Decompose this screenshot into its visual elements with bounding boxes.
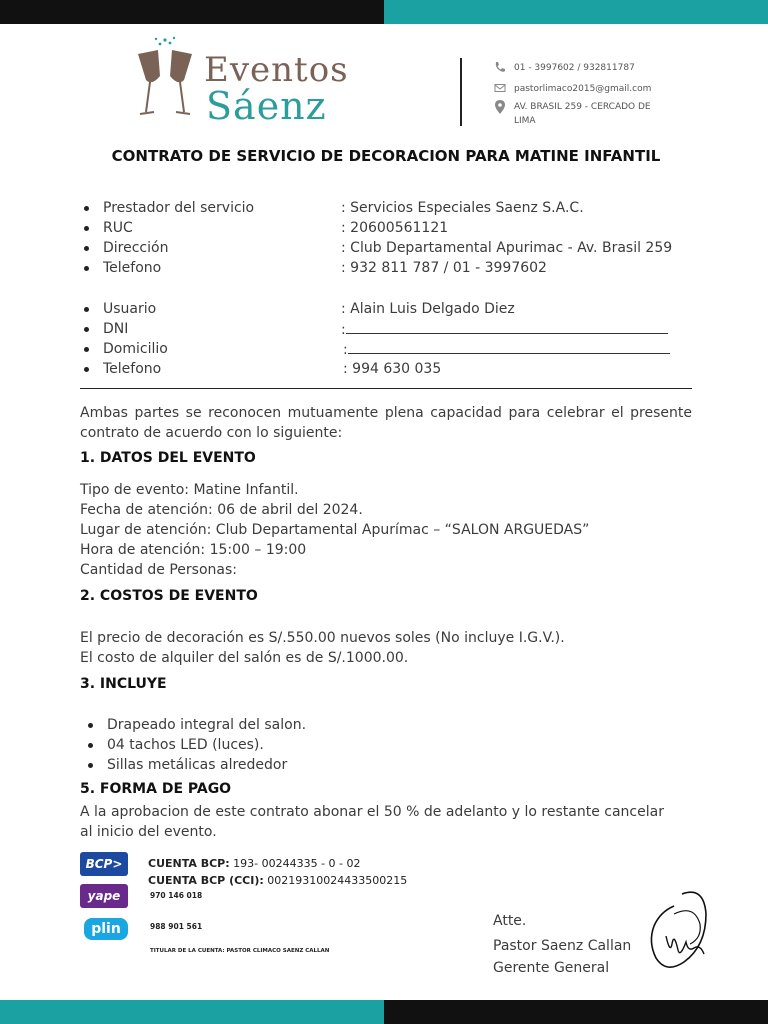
- payment-terms: A la aprobacion de este contrato abonar el 50 % de adelanto y lo restante cancelar al inicio del evento.: [80, 804, 664, 840]
- event-date: Fecha de atención: 06 de abril del 2024.: [80, 502, 363, 518]
- section-event-heading: 1. DATOS DEL EVENTO: [80, 450, 256, 466]
- event-people: Cantidad de Personas:: [80, 562, 237, 578]
- header-divider: [460, 58, 462, 126]
- contact-email-text: pastorlimaco2015@gmail.com: [514, 84, 652, 94]
- section-payment-heading: 5. FORMA DE PAGO: [80, 781, 232, 797]
- event-time: Hora de atención: 15:00 – 19:00: [80, 542, 307, 558]
- client-domicile-label: Domicilio: [103, 341, 168, 357]
- signature-atte: Atte.: [493, 913, 527, 929]
- contact-phone-text: 01 - 3997602 / 932811787: [514, 63, 635, 73]
- client-phone-label: Telefono: [103, 361, 162, 377]
- section-costs-heading: 2. COSTOS DE EVENTO: [80, 588, 258, 604]
- company-logo: [128, 36, 368, 132]
- domicile-blank-line: [348, 339, 670, 354]
- bcp-account-label: CUENTA BCP:: [148, 857, 230, 870]
- handwritten-signature: [644, 884, 716, 980]
- client-domicile-value: :: [343, 342, 348, 358]
- bcp-account-number: 193- 00244335 - 0 - 02: [233, 857, 361, 870]
- cci-account-label: CUENTA BCP (CCI):: [148, 874, 264, 887]
- dni-blank-line: [346, 319, 668, 334]
- logo-word-saenz: Sáenz: [206, 84, 327, 128]
- intro-paragraph: Ambas partes se reconocen mutuamente plena capacidad para celebrar el presente contrato de acuerdo con lo siguiente:: [80, 405, 692, 441]
- top-bar-dark: [0, 0, 384, 24]
- provider-phone-label: Telefono: [103, 260, 162, 276]
- provider-phone-value: : 932 811 787 / 01 - 3997602: [341, 260, 547, 276]
- yape-logo: yape: [80, 884, 128, 908]
- cci-account-number: 00219310024433500215: [267, 874, 408, 887]
- provider-value: : Servicios Especiales Saenz S.A.C.: [341, 200, 584, 216]
- client-dni-label: DNI: [103, 321, 129, 337]
- signature-name: Pastor Saenz Callan: [493, 938, 632, 954]
- plin-number: 988 901 561: [150, 922, 203, 931]
- address-value: : Club Departamental Apurimac - Av. Brasil 259: [341, 240, 673, 256]
- client-user-label: Usuario: [103, 301, 157, 317]
- cci-account: [148, 874, 407, 887]
- bottom-bar-teal: [0, 1000, 384, 1024]
- location-pin-icon: [494, 100, 506, 114]
- event-place: Lugar de atención: Club Departamental Apurímac – “SALON ARGUEDAS”: [80, 522, 590, 538]
- cost-hall: El costo de alquiler del salón es de S/.1000.00.: [80, 650, 409, 666]
- cost-decoration: El precio de decoración es S/.550.00 nuevos soles (No incluye I.G.V.).: [80, 630, 565, 646]
- mail-icon: [494, 82, 506, 94]
- plin-logo: plin: [84, 918, 128, 940]
- section-includes-heading: 3. INCLUYE: [80, 676, 167, 692]
- bcp-logo: BCP>: [80, 852, 128, 876]
- address-label: Dirección: [103, 240, 169, 256]
- section-divider: [80, 388, 692, 389]
- bottom-bar-dark: [384, 1000, 768, 1024]
- client-phone-value: : 994 630 035: [343, 361, 442, 377]
- contact-address-text: AV. BRASIL 259 - CERCADO DE LIMA: [514, 102, 651, 126]
- include-item-text: 04 tachos LED (luces).: [107, 737, 264, 753]
- champagne-glasses-icon: [128, 36, 204, 126]
- yape-number: 970 146 018: [150, 891, 203, 900]
- bcp-account: [148, 857, 361, 870]
- ruc-value: : 20600561121: [341, 220, 449, 236]
- event-type: Tipo de evento: Matine Infantil.: [80, 482, 299, 498]
- account-holder: TITULAR DE LA CUENTA: PASTOR CLIMACO SAENZ CALLAN: [150, 948, 330, 954]
- top-bar-teal: [384, 0, 768, 24]
- logo-word-eventos: Eventos: [204, 50, 349, 90]
- include-item-text: Sillas metálicas alrededor: [107, 757, 288, 773]
- ruc-label: RUC: [103, 220, 133, 236]
- signature-role: Gerente General: [493, 960, 610, 976]
- client-user-value: : Alain Luis Delgado Diez: [341, 301, 515, 317]
- contract-title: CONTRATO DE SERVICIO DE DECORACION PARA MATINE INFANTIL: [111, 147, 661, 165]
- client-dni-value: :: [341, 322, 346, 338]
- phone-icon: [494, 61, 506, 73]
- provider-label: Prestador del servicio: [103, 200, 255, 216]
- include-item-text: Drapeado integral del salon.: [107, 717, 307, 733]
